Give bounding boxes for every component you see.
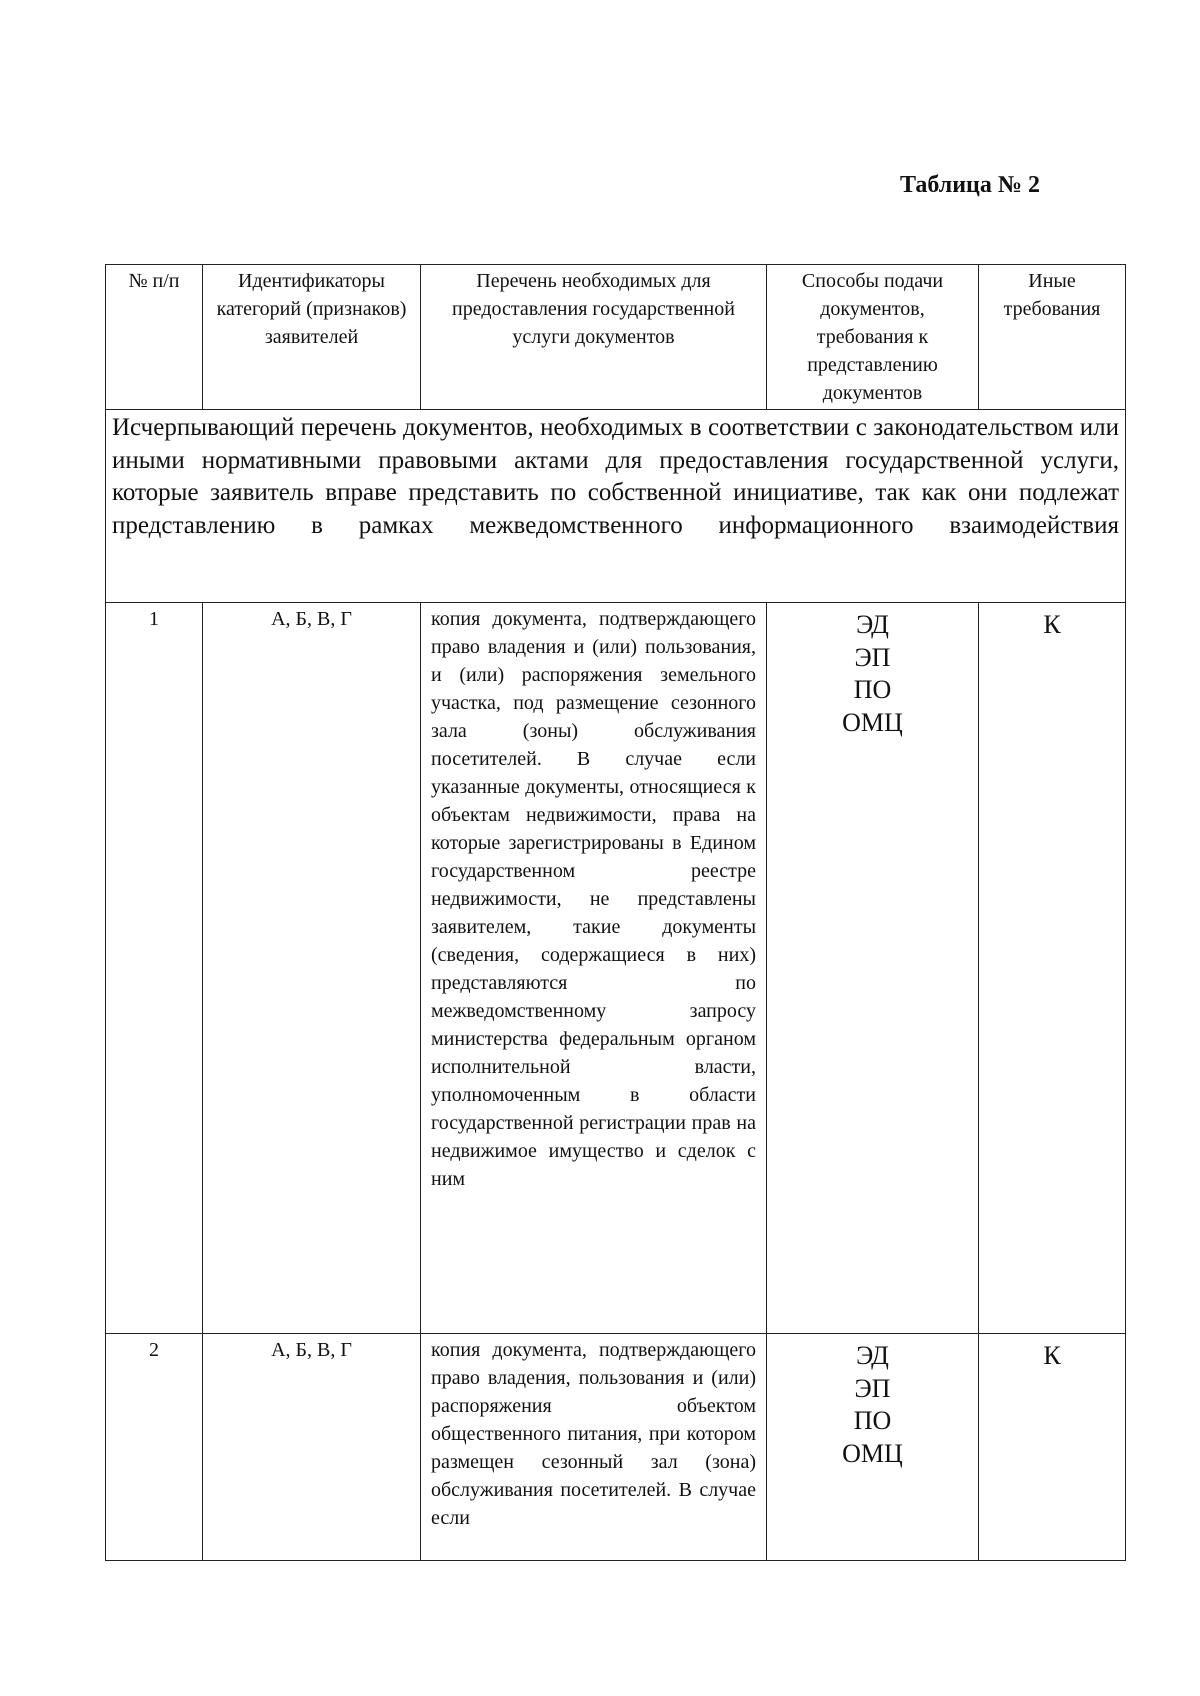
method-item: ПО (853, 675, 892, 704)
row-categories: А, Б, В, Г (203, 603, 421, 1334)
method-item: ОМЦ (842, 1438, 903, 1468)
row-documents: копия документа, подтверждающего право владения, пользования и (или) распоряжения объектом общественного питания, при котором размещен сезонный зал (зона) обслуживания посетителей. В случае если (421, 1334, 767, 1561)
method-item: ЭП (854, 642, 891, 672)
row-other: К (979, 1334, 1126, 1561)
header-other: Иные требования (979, 265, 1126, 410)
method-item: ПО (853, 1406, 892, 1435)
row-documents: копия документа, подтверждающего право владения и (или) пользования, и (или) распоряжения земельного участка, под размещение сезонного зала (зоны) обслуживания посетителей. В случае если указанные документы, относящиеся к объектам недвижимости, права на которые зарегистрированы в Едином государственном реестре недвижимости, не представлены заявителем, такие документы (сведения, содержащиеся в них) представляются по межведомственному запросу министерства федеральным органом исполнительной власти, уполномоченным в области государственной регистрации прав на недвижимое имущество и сделок с ним (421, 603, 767, 1334)
header-categories: Идентификаторы категорий (признаков) заявителей (203, 265, 421, 410)
method-item: ЭП (854, 1373, 891, 1403)
row-categories: А, Б, В, Г (203, 1334, 421, 1561)
documents-table (105, 264, 1126, 1561)
table-label: Таблица № 2 (899, 172, 1040, 198)
section-title: Исчерпывающий перечень документов, необходимых в соответствии с законодательством или иными нормативными правовыми актами для предоставления государственной услуги, которые заявитель вправе представить по собственной инициативе, так как они подлежат представлению в рамках межведомственного информационного взаимодействия (106, 410, 1126, 603)
row-number: 2 (106, 1334, 203, 1561)
row-other: К (979, 603, 1126, 1334)
row-number: 1 (106, 603, 203, 1334)
table-row (106, 603, 1126, 1334)
table-header-row (106, 265, 1126, 410)
row-methods (767, 603, 979, 1334)
row-methods (767, 1334, 979, 1561)
table-row (106, 1334, 1126, 1561)
section-row (106, 410, 1126, 603)
method-item: ЭД (856, 1341, 889, 1370)
header-methods: Способы подачи документов, требования к представлению документов (767, 265, 979, 410)
header-documents: Перечень необходимых для предоставления государственной услуги документов (421, 265, 767, 410)
header-number: № п/п (106, 265, 203, 410)
method-item: ОМЦ (842, 707, 903, 737)
method-item: ЭД (856, 610, 889, 639)
